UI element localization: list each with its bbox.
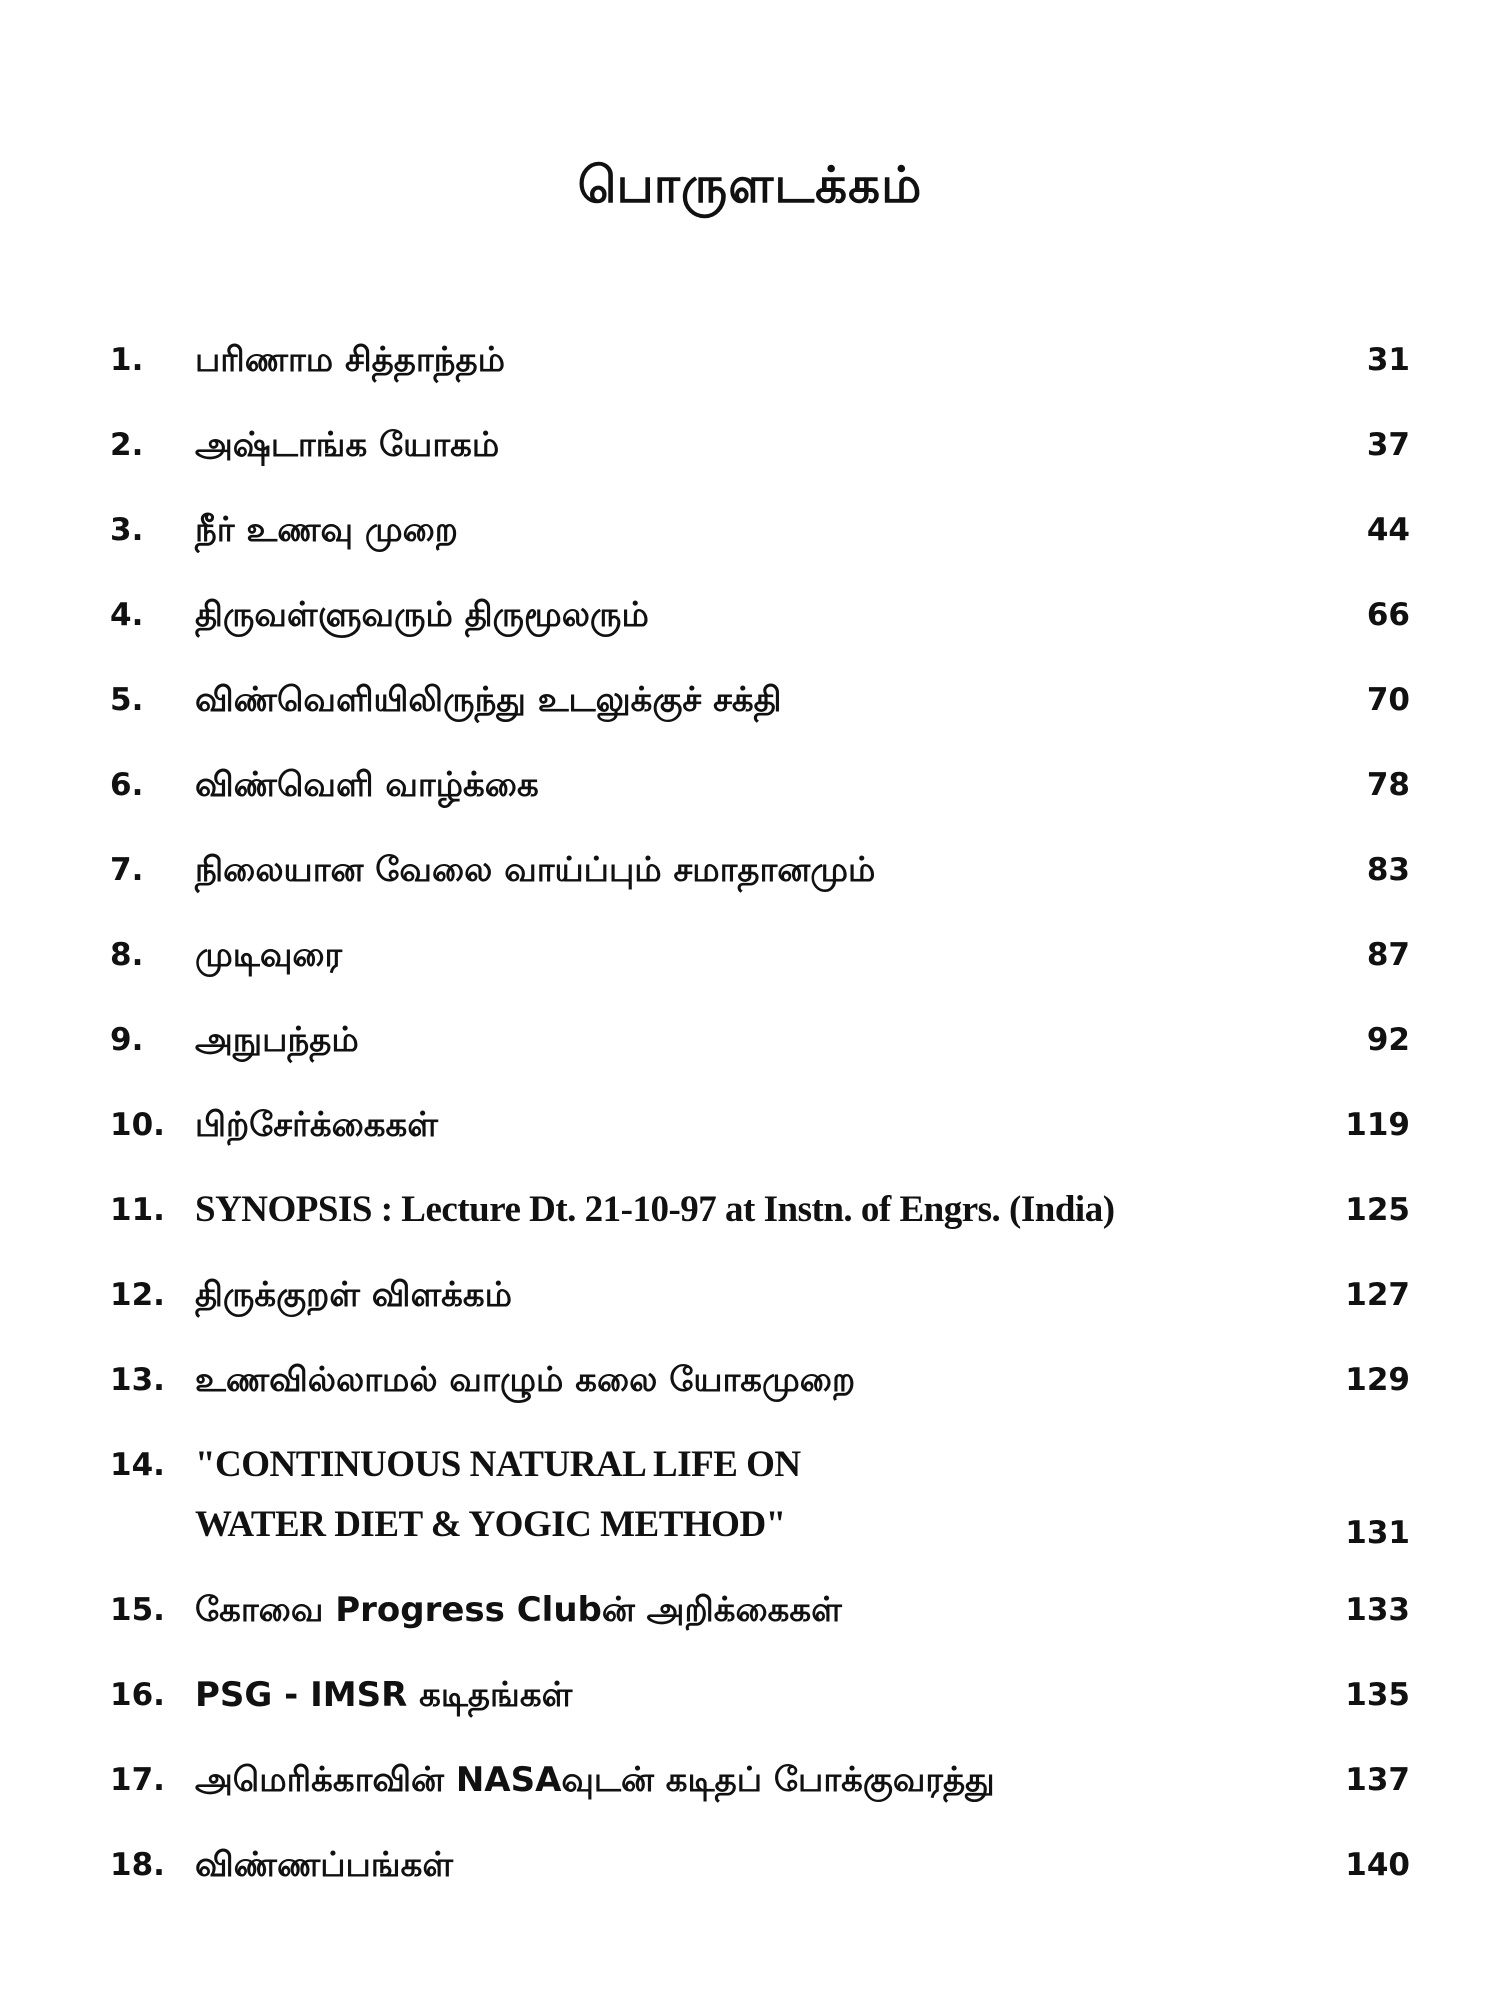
toc-entry-14 (0, 1435, 1500, 1565)
entry-number: 9. (110, 1022, 144, 1058)
entry-page-number: 119 (1345, 1107, 1410, 1143)
toc-entry-18 (0, 1835, 1500, 1895)
toc-entry-12 (0, 1265, 1500, 1325)
entry-number: 13. (110, 1362, 165, 1398)
entry-number: 1. (110, 342, 144, 378)
toc-entry-15 (0, 1580, 1500, 1640)
entry-title (195, 1435, 1295, 1555)
entry-page-number: 129 (1345, 1362, 1410, 1398)
toc-entry-5 (0, 670, 1500, 730)
toc-entry-16 (0, 1665, 1500, 1725)
entry-page-number: 87 (1366, 937, 1410, 973)
entry-title: விண்வெளியிலிருந்து உடலுக்குச் சக்தி (195, 680, 782, 720)
entry-page-number: 37 (1366, 427, 1410, 463)
entry-title: விண்வெளி வாழ்க்கை (195, 765, 539, 805)
entry-number: 18. (110, 1847, 165, 1883)
entry-page-number: 66 (1366, 597, 1410, 633)
entry-title: முடிவுரை (195, 935, 343, 975)
entry-number: 6. (110, 767, 144, 803)
entry-title: திருவள்ளுவரும் திருமூலரும் (195, 595, 649, 635)
entry-page-number: 92 (1366, 1022, 1410, 1058)
toc-entry-13 (0, 1350, 1500, 1410)
entry-title: கோவை Progress Clubன் அறிக்கைகள் (195, 1590, 842, 1630)
entry-page-number: 83 (1366, 852, 1410, 888)
entry-title: திருக்குறள் விளக்கம் (195, 1275, 513, 1315)
entry-title: உணவில்லாமல் வாழும் கலை யோகமுறை (195, 1360, 856, 1400)
toc-entry-4 (0, 585, 1500, 645)
toc-entry-1 (0, 330, 1500, 390)
entry-number: 17. (110, 1762, 165, 1798)
entry-number: 7. (110, 852, 144, 888)
entry-title: பரிணாம சித்தாந்தம் (195, 340, 506, 380)
toc-entry-17 (0, 1750, 1500, 1810)
entry-title: PSG - IMSR கடிதங்கள் (195, 1675, 573, 1715)
entry-number: 16. (110, 1677, 165, 1713)
entry-number: 2. (110, 427, 144, 463)
entry-title: அமெரிக்காவின் NASAவுடன் கடிதப் போக்குவரத்து (195, 1760, 995, 1800)
entry-number: 15. (110, 1592, 165, 1628)
entry-title: அஷ்டாங்க யோகம் (195, 425, 500, 465)
entry-title: SYNOPSIS : Lecture Dt. 21-10-97 at Instn. of Engrs. (India) (195, 1189, 1115, 1230)
entry-page-number: 131 (1345, 1515, 1410, 1551)
entry-title-line-1: "CONTINUOUS NATURAL LIFE ON (195, 1444, 801, 1485)
toc-entry-8 (0, 925, 1500, 985)
entry-title: நீர் உணவு முறை (195, 510, 458, 550)
entry-number: 11. (110, 1192, 165, 1228)
page-title: பொருளடக்கம் (577, 156, 923, 214)
toc-entry-6 (0, 755, 1500, 815)
entry-page-number: 140 (1345, 1847, 1410, 1883)
toc-entry-7 (0, 840, 1500, 900)
toc-entry-10 (0, 1095, 1500, 1155)
entry-number: 12. (110, 1277, 165, 1313)
entry-number: 3. (110, 512, 144, 548)
entry-page-number: 70 (1366, 682, 1410, 718)
entry-page-number: 137 (1345, 1762, 1410, 1798)
toc-entry-2 (0, 415, 1500, 475)
entry-page-number: 78 (1366, 767, 1410, 803)
entry-page-number: 125 (1345, 1192, 1410, 1228)
entry-title: பிற்சேர்க்கைகள் (195, 1105, 438, 1145)
entry-page-number: 44 (1366, 512, 1410, 548)
toc-entry-11 (0, 1180, 1500, 1240)
entry-number: 5. (110, 682, 144, 718)
entry-page-number: 135 (1345, 1677, 1410, 1713)
toc-entry-3 (0, 500, 1500, 560)
entry-page-number: 31 (1366, 342, 1410, 378)
entry-title-line-2: WATER DIET & YOGIC METHOD" (195, 1504, 786, 1545)
toc-entry-9 (0, 1010, 1500, 1070)
entry-number: 14. (110, 1447, 165, 1483)
entry-title: அநுபந்தம் (195, 1020, 359, 1060)
entry-number: 10. (110, 1107, 165, 1143)
entry-page-number: 133 (1345, 1592, 1410, 1628)
entry-number: 8. (110, 937, 144, 973)
entry-title: விண்ணப்பங்கள் (195, 1845, 454, 1885)
entry-number: 4. (110, 597, 144, 633)
entry-page-number: 127 (1345, 1277, 1410, 1313)
entry-title: நிலையான வேலை வாய்ப்பும் சமாதானமும் (195, 850, 876, 890)
